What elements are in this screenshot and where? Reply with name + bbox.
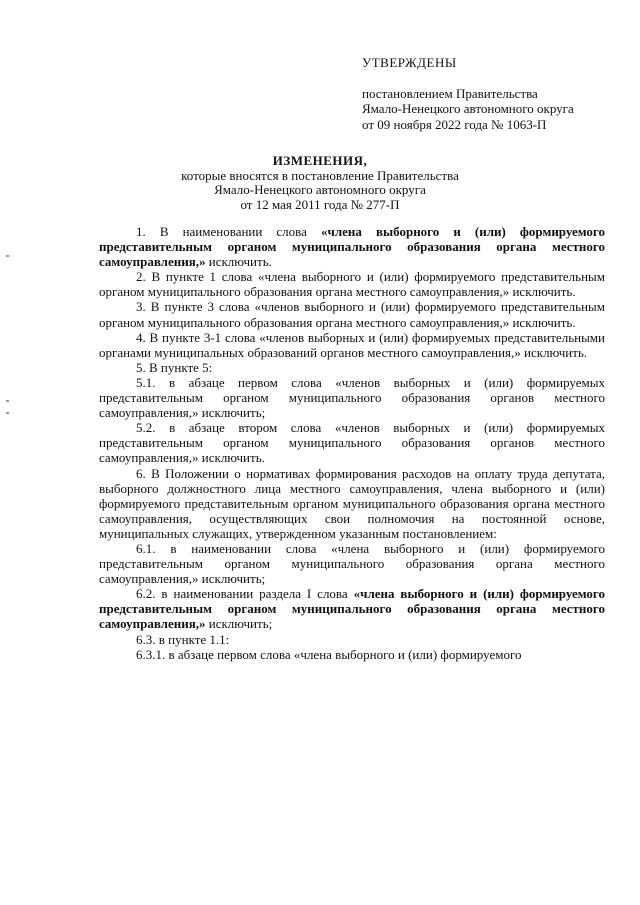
paragraph: 5.1. в абзаце первом слова «членов выборных и (или) формируемых представительным органом муниципального образования органов местного самоуправления,» исключить;: [99, 374, 605, 421]
title-line: которые вносятся в постановление Правительства: [181, 167, 459, 183]
paragraph: 6.3.1. в абзаце первом слова «члена выборного и (или) формируемого: [136, 646, 522, 662]
scan-mark: [6, 255, 9, 257]
title-line: Ямало-Ненецкого автономного округа: [214, 182, 426, 197]
paragraph: 6. В Положении о нормативах формирования расходов на оплату труда депутата, выборного должностного лица местного самоуправления, члена выборного и (или) формируемого представительным органом муниципального образования органа местного самоуправления, осуществляющих свои полномочия на постоянной основе, муниципальных служащих, утвержденном указанным постановлением:: [99, 465, 605, 541]
paragraph: 4. В пункте 3-1 слова «членов выборных и (или) формируемых представительными органами муниципальных образований органов местного самоуправления,» исключить.: [99, 329, 605, 360]
approval-block: [362, 55, 574, 132]
title-line: от 12 мая 2011 года № 277-П: [240, 196, 400, 212]
scan-mark: [6, 400, 9, 402]
document-title: ИЗМЕНЕНИЯ,: [272, 153, 368, 168]
paragraph: 6.3. в пункте 1.1:: [136, 631, 230, 647]
scan-mark: [6, 412, 9, 414]
approval-line: постановлением Правительства: [362, 85, 538, 101]
paragraph: 2. В пункте 1 слова «члена выборного и (или) формируемого представительным органом муниципального образования органа местного самоуправления,» исключить.: [99, 269, 605, 300]
approval-heading: УТВЕРЖДЕНЫ: [362, 55, 457, 70]
paragraph: 5.2. в абзаце втором слова «членов выборных и (или) формируемых представительным органом муниципального образования органов местного самоуправления,» исключить.: [99, 420, 605, 466]
document-body: [99, 224, 605, 662]
approval-line: Ямало-Ненецкого автономного округа: [362, 101, 574, 116]
paragraph: 6.2. в наименовании раздела I слова «члена выборного и (или) формируемого представительным органом муниципального образования органа местного самоуправления,» исключить;: [99, 586, 605, 632]
paragraph: 1. В наименовании слова «члена выборного и (или) формируемого представительным органом муниципального образования органа местного самоуправления,» исключить.: [99, 224, 605, 270]
paragraph: 5. В пункте 5:: [136, 359, 213, 375]
paragraph: 3. В пункте 3 слова «членов выборного и (или) формируемого представительным органом муниципального образования органа местного самоуправления,» исключить.: [99, 299, 605, 330]
document-title-block: [0, 154, 640, 212]
paragraph: 6.1. в наименовании слова «члена выборного и (или) формируемого представительным органом муниципального образования органа местного самоуправления,» исключить;: [99, 540, 605, 587]
approval-line: от 09 ноября 2022 года № 1063-П: [362, 116, 547, 132]
